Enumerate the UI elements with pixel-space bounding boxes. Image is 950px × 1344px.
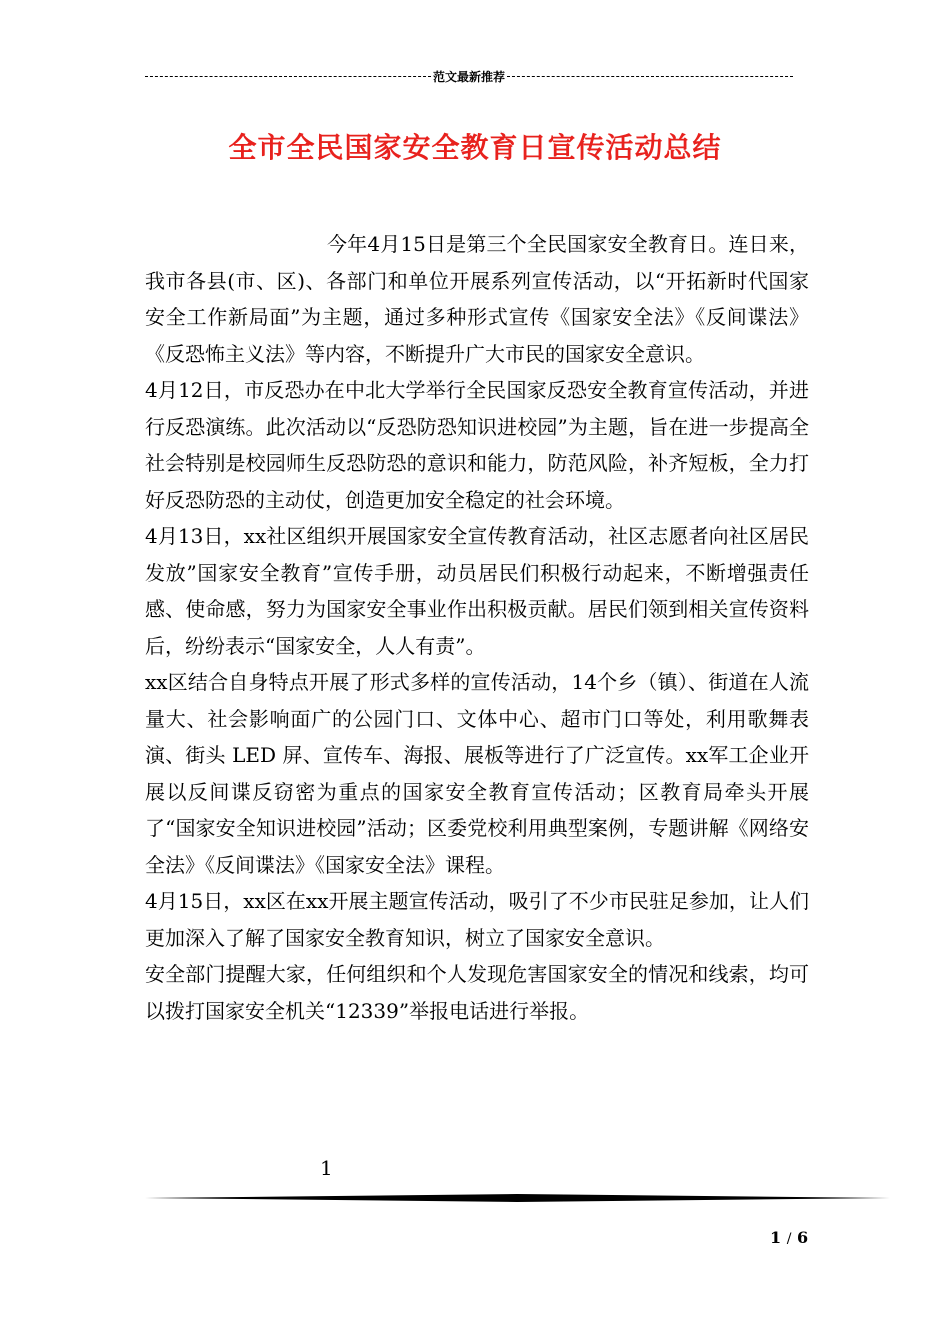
header-label: 范文最新推荐 bbox=[433, 69, 506, 84]
paragraph: 4月15日，xx区在xx开展主题宣传活动，吸引了不少市民驻足参加，让人们更加深入了解了国家安全教育知识，树立了国家安全意识。 bbox=[145, 889, 809, 950]
page-separator: / bbox=[786, 1231, 792, 1247]
paragraph: 安全部门提醒大家，任何组织和个人发现危害国家安全的情况和线索，均可以拨打国家安全机关“12339”举报电话进行举报。 bbox=[145, 962, 809, 1023]
header-dash-right bbox=[507, 76, 793, 77]
header-dash-left bbox=[145, 76, 431, 77]
footer-divider bbox=[145, 1193, 890, 1203]
document-title: 全市全民国家安全教育日宣传活动总结 bbox=[228, 131, 722, 164]
paragraph: 今年4月15日是第三个全民国家安全教育日。连日来，我市各县(市、区)、各部门和单位开展系列宣传活动，以“开拓新时代国家安全工作新局面”为主题，通过多种形式宣传《国家安全法》《反间谍法》《反恐怖主义法》等内容，不断提升广大市民的国家安全意识。 bbox=[145, 232, 809, 366]
paragraph: xx区结合自身特点开展了形式多样的宣传活动，14个乡（镇）、街道在人流量大、社会影响面广的公园门口、文体中心、超市门口等处，利用歌舞表演、街头 LED 屏、宣传车、海报、展板等进行了广泛宣传。xx军工企业开展以反间谍反窃密为重点的国家安全教育宣传活动；区教育局牵头开展了“国家安全知识进校园”活动；区委党校利用典型案例，专题讲解《网络安全法》《反间谍法》《国家安全法》课程。 bbox=[145, 670, 809, 877]
inner-page-number: 1 bbox=[320, 1156, 333, 1180]
total-pages: 6 bbox=[797, 1228, 809, 1247]
page-counter bbox=[770, 1228, 808, 1247]
paragraph: 4月12日，市反恐办在中北大学举行全民国家反恐安全教育宣传活动，并进行反恐演练。此次活动以“反恐防恐知识进校园”为主题，旨在进一步提高全社会特别是校园师生反恐防恐的意识和能力，防范风险，补齐短板，全力打好反恐防恐的主动仗，创造更加安全稳定的社会环境。 bbox=[145, 378, 809, 512]
header-banner bbox=[145, 66, 793, 86]
paragraph: 4月13日，xx社区组织开展国家安全宣传教育活动，社区志愿者向社区居民发放”国家安全教育”宣传手册，动员居民们积极行动起来，不断增强责任感、使命感，努力为国家安全事业作出积极贡献。居民们领到相关宣传资料后，纷纷表示“国家安全，人人有责”。 bbox=[145, 524, 809, 658]
current-page: 1 bbox=[770, 1228, 782, 1247]
document-body bbox=[145, 226, 809, 1029]
